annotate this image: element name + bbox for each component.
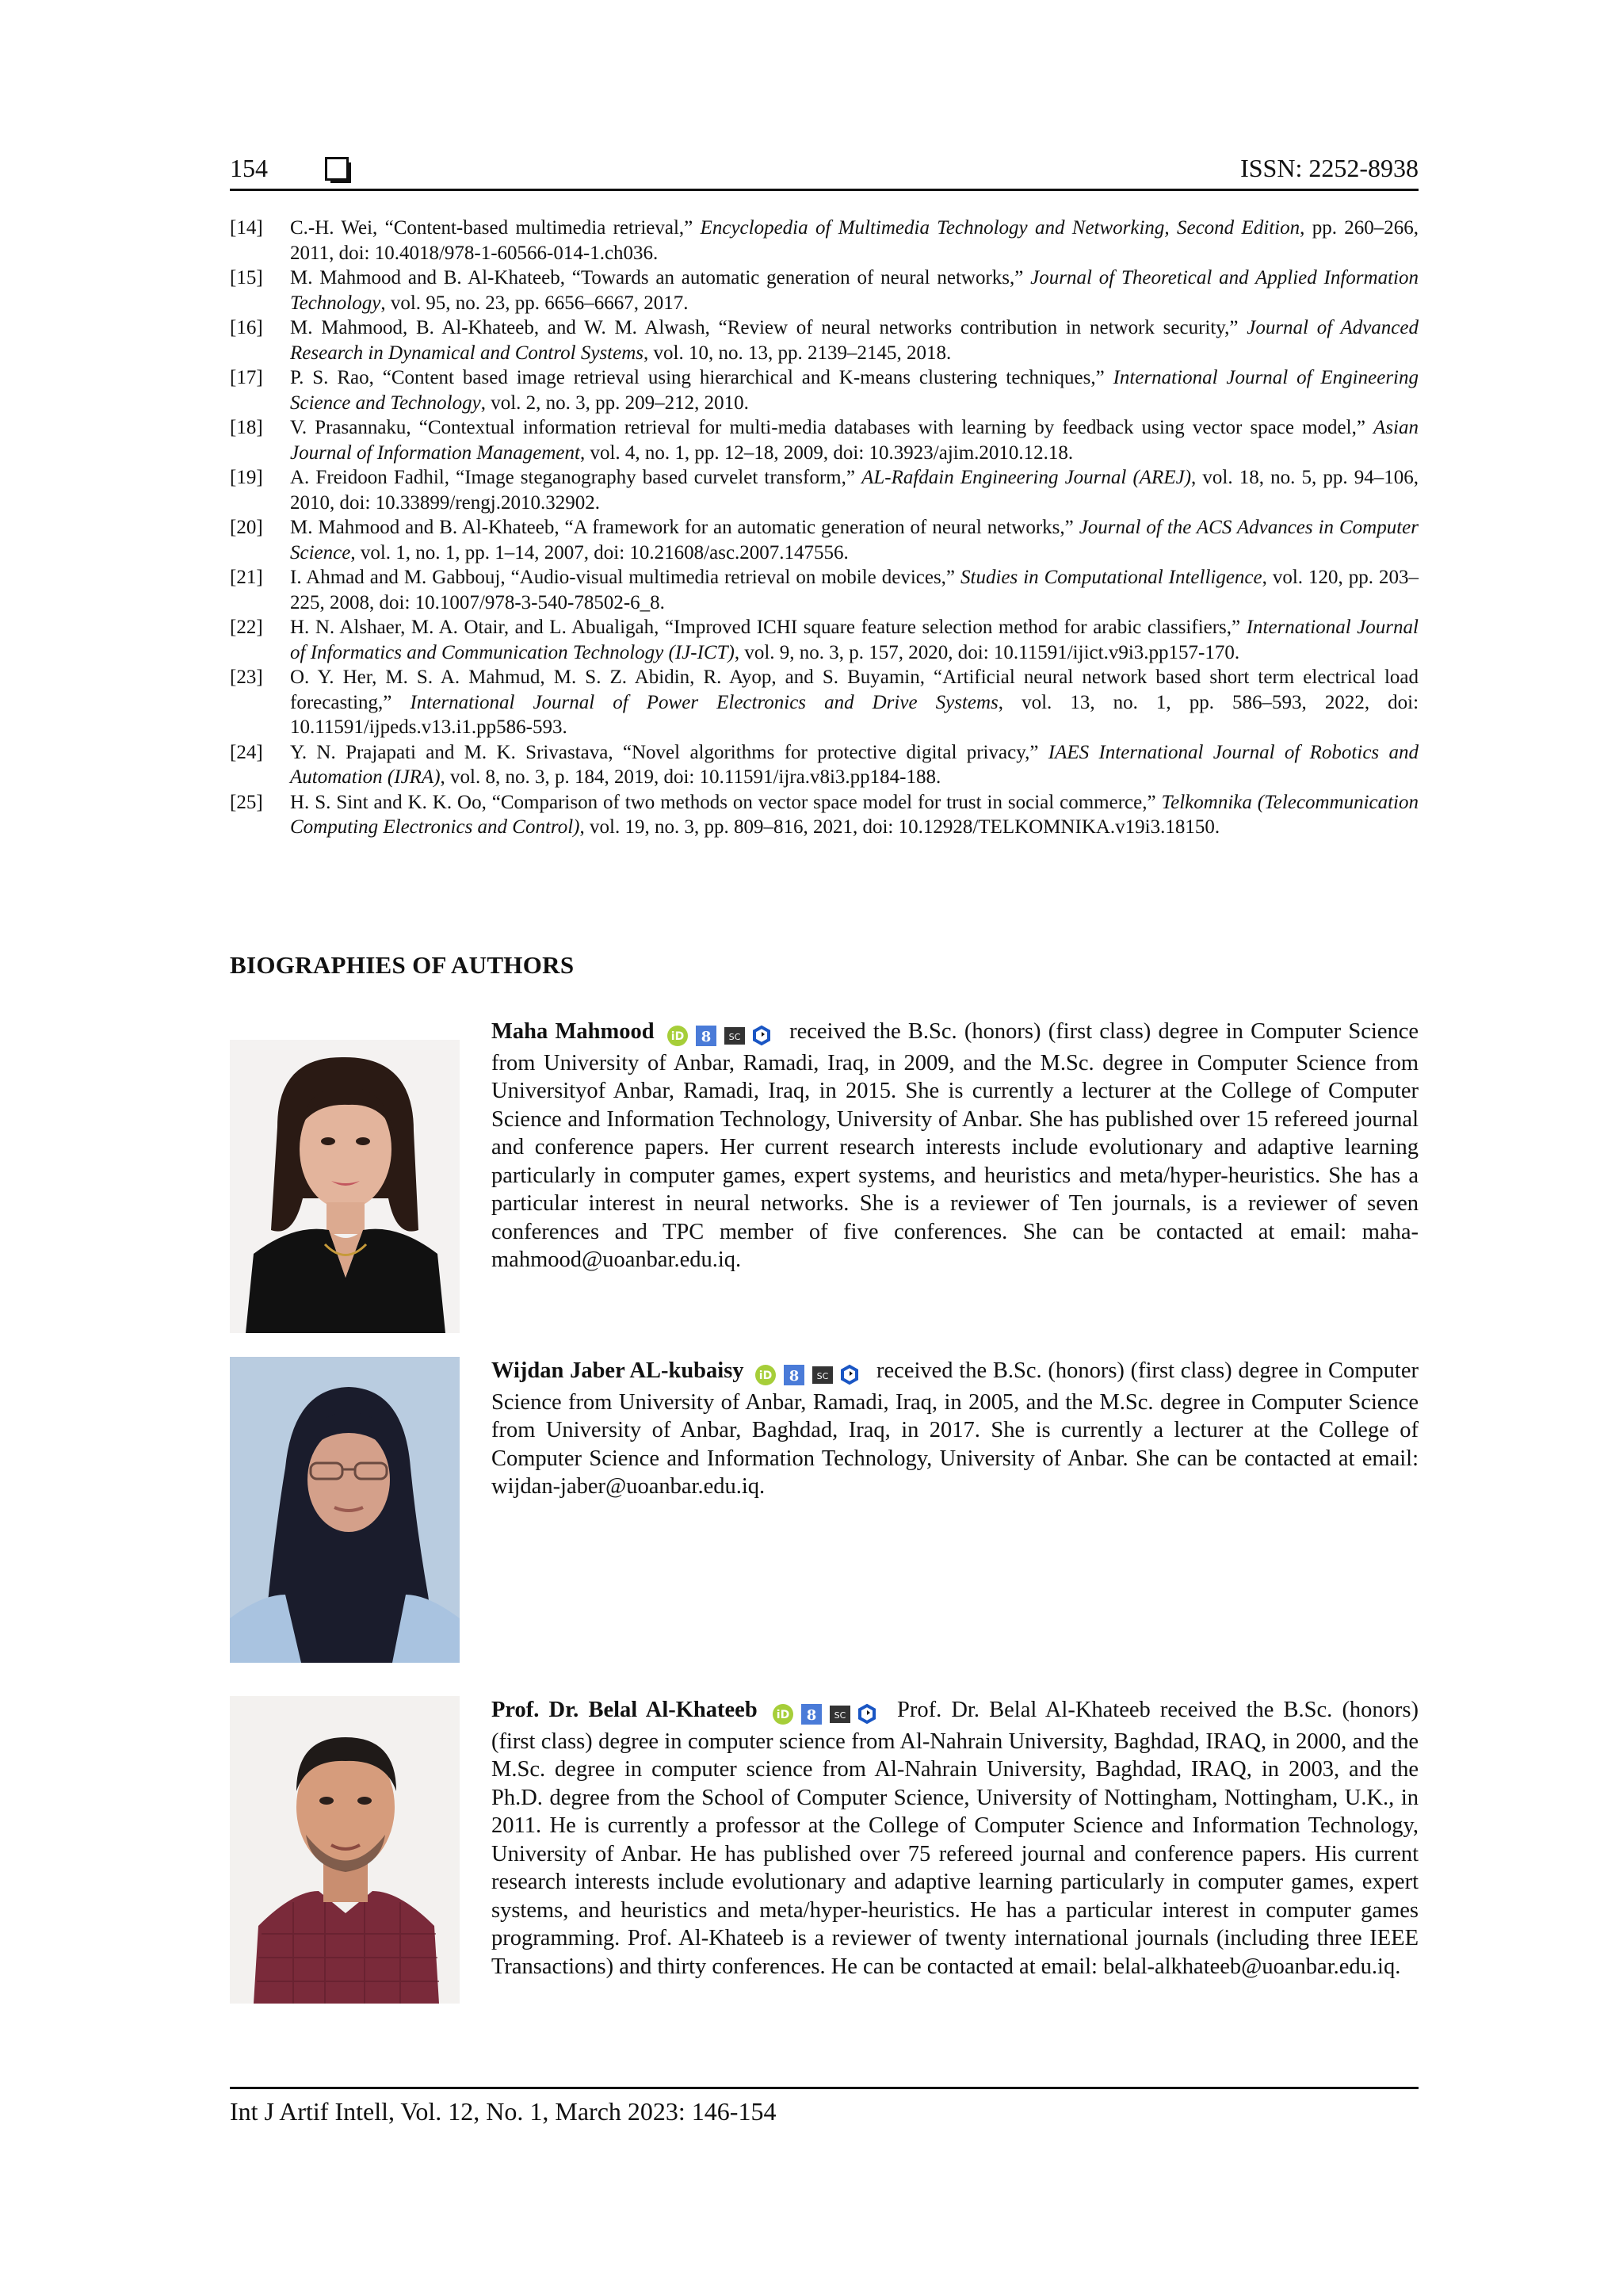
svg-text:iD: iD	[776, 1709, 790, 1722]
biographies-heading: BIOGRAPHIES OF AUTHORS	[230, 951, 575, 979]
journal-citation: Int J Artif Intell, Vol. 12, No. 1, March 2023: 146-154	[230, 2097, 777, 2126]
reference-number: [14]	[230, 217, 263, 239]
reference-item	[230, 740, 1419, 790]
reference-text: A. Freidoon Fadhil, “Image steganography based curvelet transform,” AL-Rafdain Engineering Journal (AREJ), vol. 18, no. 5, pp. 94–106, 2010, doi: 10.33899/rengj.2010.32902.	[290, 467, 1419, 514]
reference-item	[230, 515, 1419, 565]
reference-number: [21]	[230, 567, 263, 588]
reference-text: M. Mahmood and B. Al-Khateeb, “Towards an automatic generation of neural networks,” Journal of Theoretical and Applied Information Technology, vol. 95, no. 23, pp. 6656–6667, 2017.	[290, 267, 1419, 314]
reference-text: V. Prasannaku, “Contextual information retrieval for multi-media databases with learning by feedback using vector space model,” Asian Journal of Information Management, vol. 4, no. 1, pp. 12–18, 2009, doi: 10.3923/ajim.2010.12.18.	[290, 417, 1419, 464]
reference-number: [22]	[230, 617, 263, 638]
reference-list	[230, 216, 1419, 840]
orcid-icon[interactable]	[666, 1025, 689, 1047]
page-header	[230, 152, 1419, 191]
page-number: 154	[230, 154, 268, 182]
reference-number: [15]	[230, 267, 263, 288]
author-photo-belal-al-khateeb	[230, 1696, 460, 2004]
publons-icon[interactable]	[857, 1703, 876, 1725]
google-scholar-icon[interactable]	[695, 1025, 717, 1047]
author-name: Prof. Dr. Belal Al-Khateeb	[491, 1698, 758, 1722]
reference-item	[230, 266, 1419, 315]
author-name: Wijdan Jaber AL-kubaisy	[491, 1358, 744, 1383]
author-bio-text-2	[491, 1357, 1419, 1501]
orcid-icon[interactable]	[754, 1364, 777, 1386]
reference-text: M. Mahmood and B. Al-Khateeb, “A framework for an automatic generation of neural networks,” Journal of the ACS Advances in Computer Science, vol. 1, no. 1, pp. 1–14, 2007, doi: 10.21608/asc.2007.147556.	[290, 517, 1419, 563]
reference-number: [17]	[230, 367, 263, 388]
author-profile-icons	[666, 1021, 777, 1049]
reference-item	[230, 565, 1419, 615]
reference-number: [24]	[230, 741, 263, 763]
reference-item	[230, 615, 1419, 665]
svg-text:SC: SC	[834, 1710, 846, 1721]
reference-number: [18]	[230, 417, 263, 438]
svg-text:iD: iD	[759, 1370, 773, 1383]
reference-text: H. S. Sint and K. K. Oo, “Comparison of two methods on vector space model for trust in social commerce,” Telkomnika (Telecommunication Computing Electronics and Control), vol. 19, no. 3, pp. 809–816, 2021, doi: 10.12928/TELKOMNIKA.v19i3.18150.	[290, 791, 1419, 838]
reference-text: C.-H. Wei, “Content-based multimedia retrieval,” Encyclopedia of Multimedia Technology and Networking, Second Edition, pp. 260–266, 2011, doi: 10.4018/978-1-60566-014-1.ch036.	[290, 217, 1419, 264]
svg-text:8: 8	[789, 1368, 800, 1385]
author-photo-wijdan-jaber	[230, 1357, 460, 1663]
reference-text: M. Mahmood, B. Al-Khateeb, and W. M. Alwash, “Review of neural networks contribution in network security,” Journal of Advanced Research in Dynamical and Control Systems, vol. 10, no. 13, pp. 2139–2145, 2018.	[290, 317, 1419, 364]
google-scholar-icon[interactable]	[800, 1703, 823, 1725]
svg-text:SC: SC	[728, 1032, 741, 1043]
orcid-icon[interactable]	[772, 1703, 794, 1725]
reference-number: [25]	[230, 791, 263, 813]
issn-label: ISSN: 2252-8938	[1240, 154, 1419, 182]
scopus-icon[interactable]	[812, 1364, 834, 1386]
page-footer	[230, 2087, 1419, 2126]
reference-text: P. S. Rao, “Content based image retrieval using hierarchical and K-means clustering techniques,” International Journal of Engineering Science and Technology, vol. 2, no. 3, pp. 209–212, 2010.	[290, 367, 1419, 414]
reference-text: H. N. Alshaer, M. A. Otair, and L. Abualigah, “Improved ICHI square feature selection method for arabic classifiers,” International Journal of Informatics and Communication Technology (IJ-ICT), vol. 9, no. 3, p. 157, 2020, doi: 10.11591/ijict.v9i3.pp157-170.	[290, 617, 1419, 663]
reference-item	[230, 415, 1419, 465]
scopus-icon[interactable]	[829, 1703, 851, 1725]
checkbox-icon	[325, 157, 349, 181]
svg-text:8: 8	[806, 1707, 817, 1725]
author-profile-icons	[772, 1699, 883, 1728]
publons-icon[interactable]	[752, 1025, 771, 1047]
reference-text: I. Ahmad and M. Gabbouj, “Audio-visual multimedia retrieval on mobile devices,” Studies in Computational Intelligence, vol. 120, pp. 203–225, 2008, doi: 10.1007/978-3-540-78502-6_8.	[290, 567, 1419, 613]
reference-number: [16]	[230, 317, 263, 338]
author-description: received the B.Sc. (honors) (first class) degree in Computer Science from University of Anbar, Ramadi, Iraq, in 2009, and the M.Sc. degree in Computer Science from Universityof Anbar, Ramadi, Iraq, in 2015. She is currently a lecturer at the College of Computer Science and Information Technology, University of Anbar. She has published over 15 refereed journal and conference papers. Her current research interests include evolutionary and adaptive learning particularly in computer games, expert systems, and heuristics and meta/hyper-heuristics. She has a particular interest in neural networks. She is a reviewer of Ten journals, is a reviewer of seven conferences and TPC member of five conferences. She can be contacted at email: maha-mahmood@uoanbar.edu.iq.	[491, 1019, 1419, 1272]
svg-text:8: 8	[701, 1029, 712, 1046]
author-profile-icons	[754, 1360, 865, 1389]
publons-icon[interactable]	[840, 1364, 859, 1386]
reference-item	[230, 465, 1419, 515]
reference-text: Y. N. Prajapati and M. K. Srivastava, “Novel algorithms for protective digital privacy,” IAES International Journal of Robotics and Automation (IJRA), vol. 8, no. 3, p. 184, 2019, doi: 10.11591/ijra.v8i3.pp184-188.	[290, 741, 1419, 788]
reference-item	[230, 216, 1419, 266]
author-bio-text-1	[491, 1018, 1419, 1274]
reference-number: [23]	[230, 667, 263, 688]
reference-number: [20]	[230, 517, 263, 538]
reference-item	[230, 315, 1419, 365]
reference-item	[230, 665, 1419, 740]
scopus-icon[interactable]	[724, 1025, 746, 1047]
svg-text:SC: SC	[816, 1371, 829, 1382]
author-name: Maha Mahmood	[491, 1019, 655, 1044]
reference-item	[230, 365, 1419, 415]
author-description: received the B.Sc. (honors) (first class) degree in Computer Science from University of Anbar, Ramadi, Iraq, in 2005, and the M.Sc. degree in Computer Science from University of Anbar, Baghdad, Iraq, in 2017. She is currently a lecturer at the College of Computer Science and Information Technology, University of Anbar. She can be contacted at email: wijdan-jaber@uoanbar.edu.iq.	[491, 1358, 1419, 1499]
reference-number: [19]	[230, 467, 263, 488]
reference-text: O. Y. Her, M. S. A. Mahmud, M. S. Z. Abidin, R. Ayop, and S. Buyamin, “Artificial neural network based short term electrical load forecasting,” International Journal of Power Electronics and Drive Systems, vol. 13, no. 1, pp. 586–593, 2022, doi: 10.11591/ijpeds.v13.i1.pp586-593.	[290, 667, 1419, 738]
svg-text:iD: iD	[670, 1030, 685, 1044]
reference-item	[230, 790, 1419, 840]
author-bio-text-3	[491, 1696, 1419, 1981]
google-scholar-icon[interactable]	[783, 1364, 805, 1386]
author-photo-maha-mahmood	[230, 1040, 460, 1333]
author-description: Prof. Dr. Belal Al-Khateeb received the B.Sc. (honors) (first class) degree in computer science from Al-Nahrain University, Baghdad, IRAQ, in 2000, and the M.Sc. degree in computer science from Al-Nahrain University, Baghdad, IRAQ, in 2003, and the Ph.D. degree from the School of Computer Science, University of Nottingham, Nottingham, U.K., in 2011. He is currently a professor at the College of Computer Science and Information Technology, University of Anbar. He has published over 75 refereed journal and conference papers. His current research interests include evolutionary and adaptive learning particularly in computer games, expert systems, and heuristics and meta/hyper-heuristics. He has a particular interest in computer games programming. Prof. Al-Khateeb is a reviewer of twenty international journals (including three IEEE Transactions) and thirty conferences. He can be contacted at email: belal-alkhateeb@uoanbar.edu.iq.	[491, 1698, 1419, 1979]
